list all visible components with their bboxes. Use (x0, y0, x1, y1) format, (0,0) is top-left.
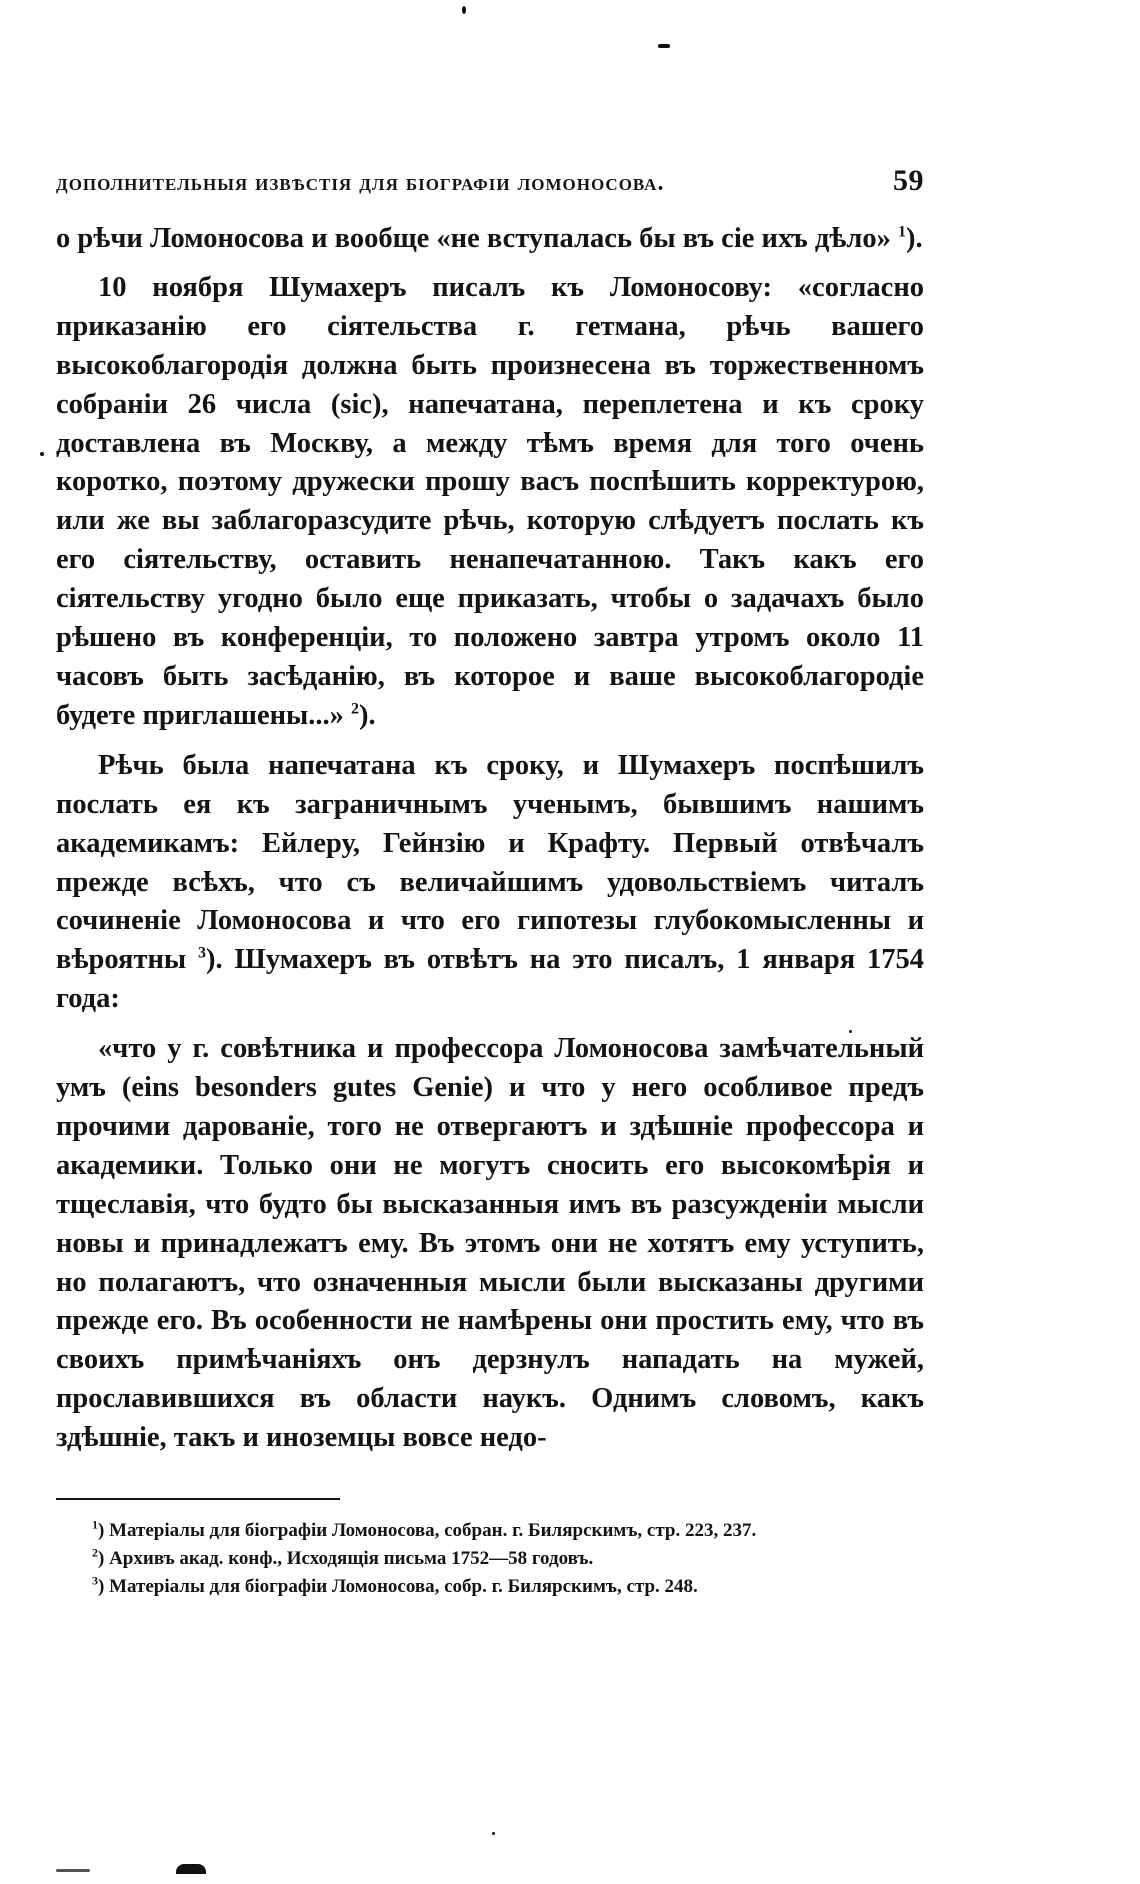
footnote-text: ) Матеріалы для біографіи Ломоносова, собр. г. Билярскимъ, стр. 248. (98, 1576, 698, 1598)
scan-speck (56, 1869, 90, 1872)
scan-speck (176, 1864, 206, 1874)
page-number: 59 (893, 164, 924, 197)
scan-speck (462, 6, 466, 14)
scan-speck (658, 44, 670, 48)
scan-speck (849, 1030, 852, 1033)
page-header (56, 164, 924, 198)
running-title: дополнительныя извѣстія для біографіи ломоносова. (56, 170, 665, 196)
book-page (56, 164, 924, 1602)
footnote-mark: 1 (92, 1517, 98, 1532)
paragraph-tail: ). (359, 699, 376, 731)
footnote-ref: 1 (898, 223, 906, 241)
paragraph-1 (56, 220, 924, 259)
footnote-3 (56, 1574, 924, 1600)
paragraph-text: 10 ноября Шумахеръ писалъ къ Ломоносову: «согласно приказанію его сіятельства г. гетмана, рѣчь вашего высокоблагородія должна быть произнесена въ торжественномъ собраніи 26 числа (sic), напечатана, переплетена и къ сроку доставлена въ Москву, а между тѣмъ время для того очень коротко, поэтому дружески прошу васъ поспѣшить корректурою, или же вы заблагоразсудите рѣчь, которую слѣдуетъ послать къ его сіятельству, оставить ненапечатанною. Такъ какъ его сіятельству угодно было еще приказать, чтобы о задачахъ было рѣшено въ конференціи, то положено завтра утромъ около 11 часовъ быть засѣданію, въ которое и ваше высокоблагородіе будете приглашены...» (56, 271, 924, 731)
paragraph-text: «что у г. совѣтника и профессора Ломоносова замѣчательный умъ (eins besonders gutes Genie) и что у него особливое предъ прочими дарованіе, того не отвергаютъ и здѣшніе профессора и академики. Только они не могутъ сносить его высокомѣрія и тщеславія, что будто бы высказанныя имъ въ разсужденіи мысли новы и принадлежатъ ему. Въ этомъ они не хотятъ ему уступить, но полагаютъ, что означенныя мысли были высказаны другими прежде его. Въ особенности не намѣрены они простить ему, что въ своихъ примѣчаніяхъ онъ дерзнулъ нападать на мужей, прославившихся въ области наукъ. Однимъ словомъ, какъ здѣшніе, такъ и иноземцы вовсе недо- (56, 1033, 924, 1454)
scan-speck (40, 452, 44, 456)
paragraph-tail: ). (906, 223, 923, 254)
paragraph-text: Рѣчь была напечатана къ сроку, и Шумахеръ поспѣшилъ послать ея къ заграничнымъ ученымъ, бывшимъ нашимъ академикамъ: Ейлеру, Гейнзію и Крафту. Первый отвѣчалъ прежде всѣхъ, что съ величайшимъ удовольствіемъ читалъ сочиненіе Ломоносова и что его гипотезы глубокомысленны и вѣроятны (56, 749, 924, 976)
paragraph-text: о рѣчи Ломоносова и вообще «не вступалась бы въ сіе ихъ дѣло» (56, 223, 891, 254)
footnote-1 (56, 1518, 924, 1544)
footnote-text: ) Архивъ акад. конф., Исходящія письма 1752—58 годовъ. (98, 1548, 594, 1570)
paragraph-tail: ). Шумахеръ въ отвѣтъ на это писалъ, 1 января 1754 года: (56, 944, 924, 1015)
footnote-rule (56, 1498, 340, 1500)
footnote-ref: 3 (198, 944, 207, 962)
paragraph-2 (56, 269, 924, 736)
footnote-2 (56, 1546, 924, 1572)
scan-speck (492, 1832, 495, 1835)
footnote-text: ) Матеріалы для біографіи Ломоносова, собран. г. Билярскимъ, стр. 223, 237. (98, 1520, 757, 1542)
paragraph-4-quotation (56, 1030, 924, 1458)
footnote-mark: 2 (92, 1545, 98, 1560)
footnote-mark: 3 (92, 1573, 98, 1588)
paragraph-3 (56, 747, 924, 1019)
footnote-ref: 2 (351, 700, 360, 718)
